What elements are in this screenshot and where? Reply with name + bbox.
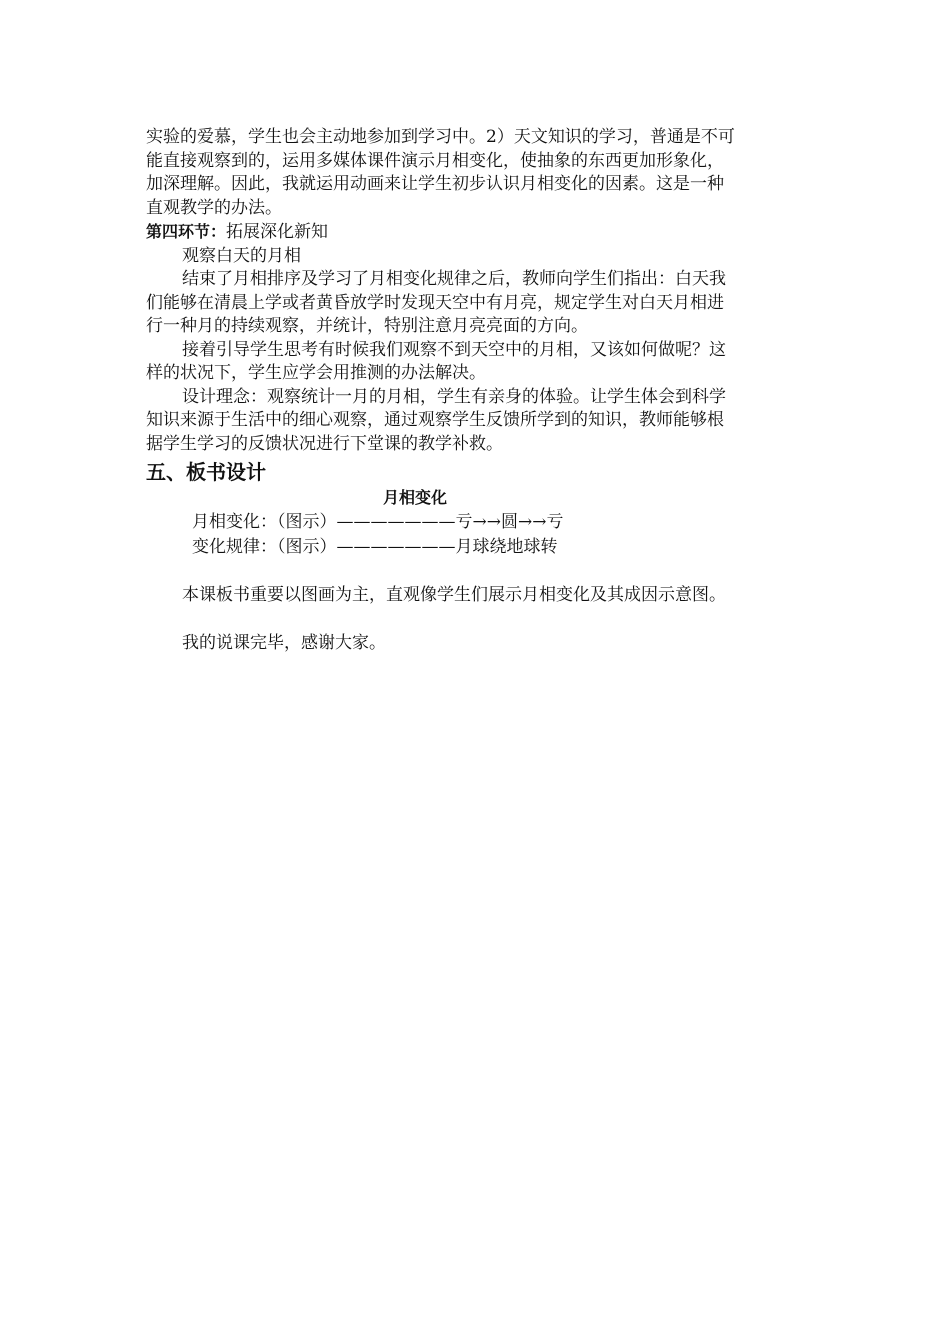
text-line: 接着引导学生思考有时候我们观察不到天空中的月相，又该如何做呢？这 xyxy=(182,339,726,360)
section5-title: 五、板书设计 xyxy=(146,460,266,484)
step4-subtitle: 拓展深化新知 xyxy=(226,222,329,242)
text-line: 样的状况下，学生应学会用推测的办法解决。 xyxy=(146,363,486,383)
board-line-rule: 变化规律：（图示）———————月球绕地球转 xyxy=(192,537,558,557)
step4-heading xyxy=(146,220,806,245)
step4-paragraph-2 xyxy=(146,339,806,386)
step4-paragraph-3 xyxy=(146,386,806,457)
step4-activity: 观察白天的月相 xyxy=(182,245,301,266)
text-line: 据学生学习的反馈状况进行下堂课的教学补救。 xyxy=(146,433,503,454)
text-line: 知识来源于生活中的细心观察，通过观察学生反馈所学到的知识，教师能够根 xyxy=(146,410,724,430)
board-title: 月相变化 xyxy=(383,488,448,507)
text-line: 们能够在清晨上学或者黄昏放学时发现天空中有月亮，规定学生对白天月相进 xyxy=(146,292,724,313)
board-line-phase: 月相变化：（图示）———————亏→→圆→→亏 xyxy=(192,512,564,532)
closing-remark: 我的说课完毕，感谢大家。 xyxy=(182,632,386,653)
step4-paragraph-1 xyxy=(146,268,806,339)
text-line: 结束了月相排序及学习了月相变化规律之后，教师向学生们指出：白天我 xyxy=(182,269,726,289)
text-line: 能直接观察到的，运用多媒体课件演示月相变化，使抽象的东西更加形象化， xyxy=(146,150,724,171)
spacer xyxy=(146,560,806,584)
document-page xyxy=(146,126,806,655)
paragraph-intro xyxy=(146,126,806,220)
text-line: 设计理念：观察统计一月的月相，学生有亲身的体验。让学生体会到科学 xyxy=(182,386,726,407)
text-line: 加深理解。因此，我就运用动画来让学生初步认识月相变化的因素。这是一种 xyxy=(146,174,724,194)
board-summary: 本课板书重要以图画为主，直观像学生们展示月相变化及其成因示意图。 xyxy=(182,585,726,605)
text-line: 实验的爱慕，学生也会主动地参加到学习中。2）天文知识的学习，普通是不可 xyxy=(146,127,735,147)
text-line: 直观教学的办法。 xyxy=(146,197,282,218)
spacer xyxy=(146,608,806,632)
text-line: 行一种月的持续观察，并统计，特别注意月亮亮面的方向。 xyxy=(146,316,588,336)
step4-title: 第四环节： xyxy=(146,222,227,241)
